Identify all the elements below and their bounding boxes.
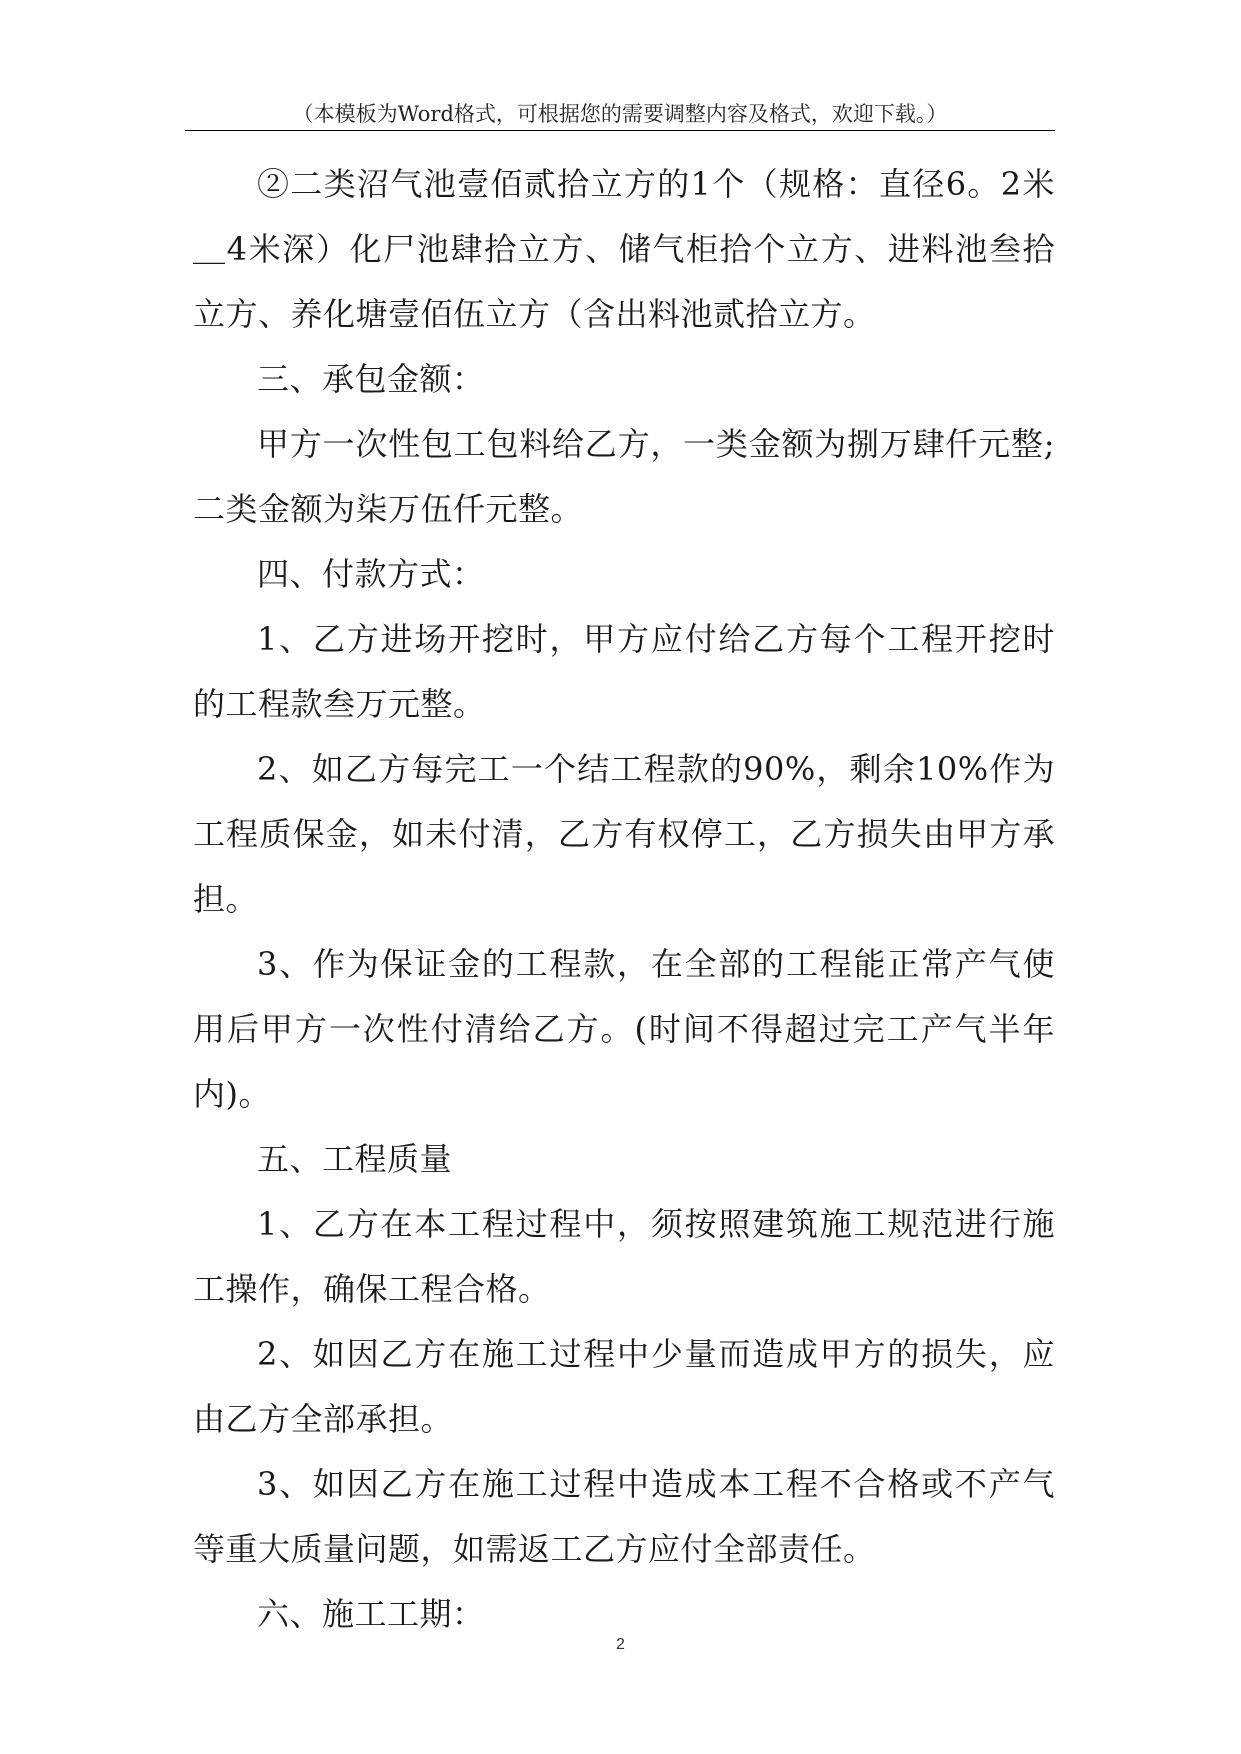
section-heading: 五、工程质量 bbox=[257, 1140, 453, 1178]
header-divider bbox=[185, 130, 1055, 131]
page-number: 2 bbox=[616, 1636, 625, 1653]
paragraph: ②二类沼气池壹佰贰拾立方的1个（规格：直径6。2米＿4米深）化尸池肆拾立方、储气柜拾个立方、进料池叁拾立方、养化塘壹佰伍立方（含出料池贰拾立方。 bbox=[193, 165, 1055, 333]
paragraph: 2、如因乙方在施工过程中少量而造成甲方的损失，应由乙方全部承担。 bbox=[193, 1335, 1055, 1438]
paragraph: 甲方一次性包工包料给乙方，一类金额为捌万肆仟元整;二类金额为柒万伍仟元整。 bbox=[193, 425, 1055, 528]
paragraph: 3、作为保证金的工程款，在全部的工程能正常产气使用后甲方一次性付清给乙方。(时间不得超过完工产气半年内)。 bbox=[193, 945, 1055, 1113]
paragraph: 1、乙方在本工程过程中，须按照建筑施工规范进行施工操作，确保工程合格。 bbox=[193, 1205, 1055, 1308]
paragraph: 1、乙方进场开挖时，甲方应付给乙方每个工程开挖时的工程款叁万元整。 bbox=[193, 620, 1055, 723]
section-heading: 三、承包金额： bbox=[257, 360, 485, 398]
document-body bbox=[193, 152, 1055, 1647]
paragraph: 3、如因乙方在施工过程中造成本工程不合格或不产气等重大质量问题，如需返工乙方应付全部责任。 bbox=[193, 1465, 1055, 1568]
section-heading: 四、付款方式： bbox=[257, 555, 485, 593]
paragraph: 2、如乙方每完工一个结工程款的90%，剩余10%作为工程质保金，如未付清，乙方有权停工，乙方损失由甲方承担。 bbox=[193, 750, 1055, 918]
header-note: （本模板为Word格式，可根据您的需要调整内容及格式，欢迎下载。） bbox=[292, 102, 948, 126]
section-heading: 六、施工工期： bbox=[257, 1595, 485, 1633]
